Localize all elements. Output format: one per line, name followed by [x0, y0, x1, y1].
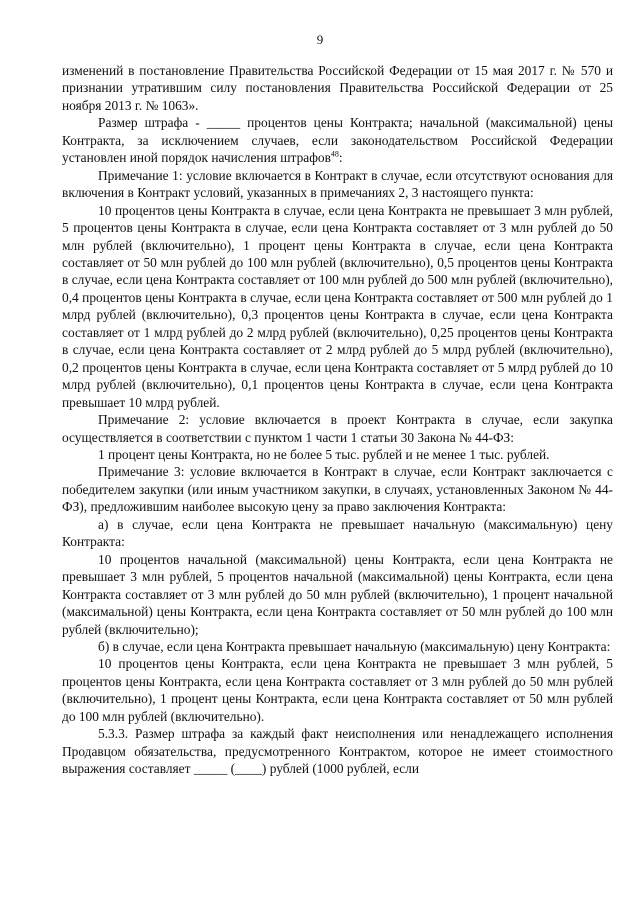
- paragraph-case-a: а) в случае, если цена Контракта не превышает начальную (максимальную) цену Контракта:: [62, 516, 613, 550]
- paragraph-case-a-rates: 10 процентов начальной (максимальной) цены Контракта, если цена Контракта не превышает 3 млн рублей, 5 процентов начальной (максимальной) цены Контракта, если цена Контракта составляет от 3 млн рублей до 50 млн рублей (включительно), 1 процент начальной (максимальной) цены Контракта, если цена Контракта составляет от 50 млн рублей до 100 млн рублей (включительно);: [62, 551, 613, 637]
- paragraph-note-3: Примечание 3: условие включается в Контракт в случае, если Контракт заключается с победителем закупки (или иным участником закупки, в случаях, установленных Законом № 44-ФЗ), предложившим наиболее высокую цену за право заключения Контракта:: [62, 464, 613, 515]
- paragraph-rates-list: 10 процентов цены Контракта в случае, если цена Контракта не превышает 3 млн рублей, 5 процентов цены Контракта в случае, если цена Контракта составляет от 3 млн рублей до 50 млн рублей (включительно), 1 процент цены Контракта в случае, если цена Контракта составляет от 50 млн рублей до 100 млн рублей (включительно), 0,5 процентов цены Контракта в случае, если цена Контракта составляет от 100 млн рублей до 500 млн рублей (включительно), 0,4 процентов цены Контракта в случае, если цена Контракта составляет от 500 млн рублей до 1 млрд рублей (включительно), 0,3 процентов цены Контракта в случае, если цена Контракта составляет от 1 млрд рублей до 2 млрд рублей (включительно), 0,25 процентов цены Контракта в случае, если цена Контракта составляет от 2 млрд рублей до 5 млрд рублей (включительно), 0,2 процентов цены Контракта в случае, если цена Контракта составляет от 5 млрд рублей до 10 млрд рублей (включительно), 0,1 процентов цены Контракта в случае, если цена Контракта превышает 10 млрд рублей.: [62, 202, 613, 410]
- paragraph-fine-size: [62, 114, 613, 166]
- paragraph-text: Размер штрафа - _____ процентов цены Контракта; начальной (максимальной) цены Контракта, за исключением случаев, если законодательством Российской Федерации установлен иной порядок начисления штрафов: [62, 115, 613, 166]
- paragraph-text-end: :: [338, 150, 343, 166]
- paragraph-note-1: Примечание 1: условие включается в Контракт в случае, если отсутствуют основания для включения в Контракт условий, указанных в примечаниях 2, 3 настоящего пункта:: [62, 167, 613, 201]
- paragraph-case-b-rates: 10 процентов цены Контракта, если цена Контракта не превышает 3 млн рублей, 5 процентов цены Контракта, если цена Контракта составляет от 3 млн рублей до 50 млн рублей (включительно), 1 процент цены Контракта, если цена Контракта составляет от 50 млн рублей до 100 млн рублей (включительно).: [62, 656, 613, 724]
- paragraph-continuation: изменений в постановление Правительства Российской Федерации от 15 мая 2017 г. № 570 и признании утратившим силу постановления Правительства Российской Федерации от 25 ноября 2013 г. № 1063».: [62, 63, 613, 113]
- document-body: [62, 62, 613, 778]
- paragraph-case-b: б) в случае, если цена Контракта превышает начальную (максимальную) цену Контракта:: [98, 638, 611, 654]
- footnote-ref-48[interactable]: 48: [330, 149, 339, 159]
- page-number: 9: [316, 32, 324, 47]
- paragraph-one-percent: 1 процент цены Контракта, но не более 5 тыс. рублей и не менее 1 тыс. рублей.: [98, 446, 550, 462]
- paragraph-5-3-3: 5.3.3. Размер штрафа за каждый факт неисполнения или ненадлежащего исполнения Продавцом обязательства, предусмотренного Контрактом, которое не имеет стоимостного выражения составляет _____ (____) рублей (1000 рублей, если: [62, 726, 613, 777]
- paragraph-note-2: Примечание 2: условие включается в проект Контракта в случае, если закупка осуществляется в соответствии с пунктом 1 части 1 статьи 30 Закона № 44-ФЗ:: [62, 412, 613, 445]
